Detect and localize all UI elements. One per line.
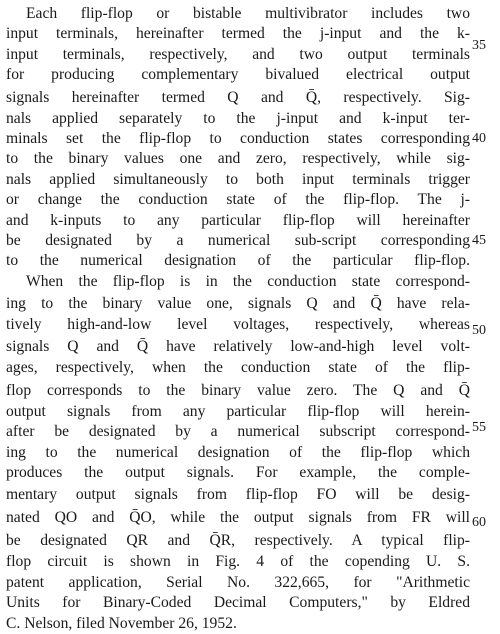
line-number: 35 — [472, 38, 486, 53]
text-line: flop circuit is shown in Fig. 4 of the copending U. S. — [6, 553, 470, 571]
text-line: ages, respectively, when the conduction state of the flip- — [6, 359, 470, 377]
text-line: C. Nelson, filed November 26, 1952. — [6, 614, 237, 632]
text-line: minals set the flip-flop to conduction states corresponding — [6, 129, 470, 147]
text-line: signals hereinafter termed Q and Q̄, respectively. Sig- — [6, 88, 470, 106]
line-number: 45 — [472, 233, 486, 248]
text-line: nals applied separately to the j-input and k-input ter- — [6, 109, 470, 127]
text-line: produces the output signals. For example, the comple- — [6, 464, 470, 482]
line-number: 50 — [472, 323, 486, 338]
text-line: nals applied simultaneously to both input terminals trigger — [6, 170, 470, 188]
text-line: to the numerical designation of the particular flip-flop. — [6, 252, 470, 270]
text-line: When the flip-flop is in the conduction state correspond- — [26, 272, 470, 290]
line-number: 40 — [472, 131, 486, 146]
text-line: input terminals, hereinafter termed the j-input and the k- — [6, 25, 470, 43]
text-line: mentary output signals from flip-flop FO will be desig- — [6, 486, 470, 504]
text-line: nated QO and Q̄O, while the output signals from FR will — [6, 509, 470, 527]
text-line: tively high-and-low level voltages, respectively, whereas — [6, 316, 470, 334]
text-line: ing to the numerical designation of the flip-flop which — [6, 443, 470, 461]
text-line: for producing complementary bivalued electrical output — [6, 66, 470, 84]
text-line: Units for Binary-Coded Decimal Computers," by Eldred — [6, 594, 470, 612]
text-line: or change the conduction state of the flip-flop. The j- — [6, 191, 470, 209]
text-line: to the binary values one and zero, respectively, while sig- — [6, 150, 470, 168]
text-line: output signals from any particular flip-flop will herein- — [6, 402, 470, 420]
text-line: input terminals, respectively, and two output terminals — [6, 45, 470, 63]
text-line: flop corresponds to the binary value zero. The Q and Q̄ — [6, 381, 470, 399]
line-number: 60 — [472, 515, 486, 530]
text-line: be designated by a numerical sub-script corresponding — [6, 231, 470, 249]
text-line: Each flip-flop or bistable multivibrator includes two — [26, 5, 470, 22]
line-number: 55 — [472, 420, 486, 435]
text-line: after be designated by a numerical subscript correspond- — [6, 423, 470, 441]
text-line: ing to the binary value one, signals Q and Q̄ have rela- — [6, 295, 470, 313]
text-line: patent application, Serial No. 322,665, for "Arithmetic — [6, 573, 470, 591]
text-line: signals Q and Q̄ have relatively low-and-high level volt- — [6, 338, 470, 356]
text-line: and k-inputs to any particular flip-flop will hereinafter — [6, 211, 470, 229]
text-line: be designated QR and Q̄R, respectively. A typical flip- — [6, 532, 470, 550]
body-text — [6, 4, 470, 634]
